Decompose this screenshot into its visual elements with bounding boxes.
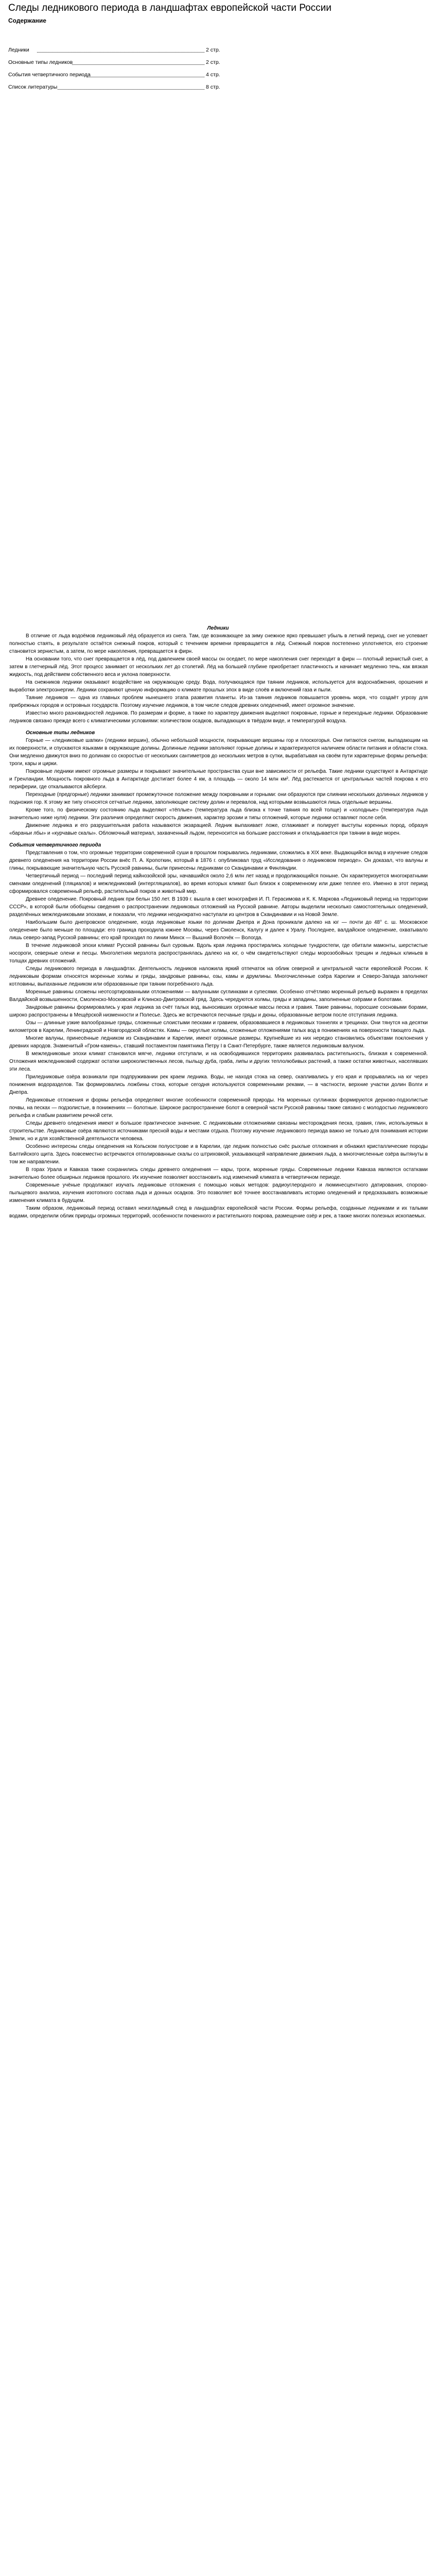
paragraph: Приледниковые озёра возникали при подпруживании рек краем ледника. Воды, не находя стока на север, скапливались у его края и прорывались на юг через понижения водоразделов. Так формировались ложбины стока, которые сегодня используются современными реками, — в частности, верхние участки долин Волги и Днепра. (9, 1074, 428, 1095)
toc-heading: Содержание (8, 17, 46, 24)
toc-item[interactable] (0, 57, 436, 69)
toc-dot-leader (72, 64, 204, 65)
paragraph: В горах Урала и Кавказа также сохранились следы древнего оледенения — кары, троги, моренные гряды. Современные ледники Кавказа являются остатками значительно более обширных ледников прошлого. Их изучение позволяет восстановить ход изменений климата в четвертичном периоде. (9, 1167, 428, 1180)
paragraph: Ледниковые отложения и формы рельефа определяют многие особенности современной природы. На моренных суглинках формируются дерново-подзолистые почвы, на песках — подзолистые, в понижениях — болотные. Широкое распространение болот в северной части Русской равнины также связано с молодостью ледникового рельефа и слабым развитием речной сети. (9, 1097, 428, 1118)
toc-item[interactable] (0, 81, 436, 94)
paragraph: Известно много разновидностей ледников. По размерам и форме, а также по характеру движения выделяют покровные, горные и переходные ледники. Образование ледников связано прежде всего с климатическими условиями: количеством осадков, выпадающих в твёрдом виде, и температурой воздуха. (9, 710, 428, 724)
toc-item-page: 2 стр. (206, 47, 220, 53)
paragraph: Древнее оледенение. Покровный ледник при бельн 150 лет. В 1939 г. вышла в свет монография И. П. Герасимова и К. К. Маркова «Ледниковый период на территории СССР», в которой были обобщены сведения о распространении ледниковых отложений на Русской равнине. Авторы выделили несколько самостоятельных оледенений, разделённых межледниковыми эпохами, и показали, что ледники неоднократно наступали из центров в Скандинавии и на Новой Земле. (9, 896, 428, 918)
section-heading: Основные типы ледников (26, 730, 95, 736)
toc-item-label[interactable]: Список литературы (8, 84, 58, 90)
paragraph: Особенно интересны следы оледенения на Кольском полуострове и в Карелии, где ледник полностью снёс рыхлые отложения и обнажил кристаллические породы Балтийского щита. Здесь повсеместно встречаются отполированные скалы со штриховкой, указывающей направление движения льда, а многочисленные озёра вытянуты в том же направлении. (9, 1144, 428, 1165)
toc-item-label[interactable]: События четвертичного периода (8, 72, 91, 78)
toc-item[interactable] (0, 69, 436, 81)
paragraph: Четвертичный период — последний период кайнозойской эры, начавшийся около 2,6 млн лет назад и продолжающийся поныне. Он характеризуется многократными сменами оледенений (гляциалов) и межледниковий (интергляциалов), во время которых климат был близок к современному или даже теплее его. Именно в этот период сформировался современный рельеф, растительный покров и животный мир. (9, 873, 428, 894)
paragraph: В межледниковые эпохи климат становился мягче, ледники отступали, и на освободившихся территориях развивалась растительность, близкая к современной. Отложения межледниковий содержат остатки широколиственных лесов, пыльцу дуба, граба, липы и других теплолюбивых растений, а также остатки животных, населявших эти леса. (9, 1051, 428, 1072)
toc-item-page: 2 стр. (206, 59, 220, 65)
paragraph: На основании того, что снег превращается в лёд, под давлением своей массы он оседает, по мере накопления снег переходит в фирн — плотный зернистый снег, а затем в глетчерный лёд. Этот процесс занимает от нескольких лет до столетий. Лёд на большей глубине приобретает пластичность и начинает медленно течь, как вязкая жидкость, под действием собственного веса и уклона поверхности. (9, 656, 428, 677)
paragraph: Моренные равнины сложены неотсортированными отложениями — валунными суглинками и супесями. Особенно отчётливо моренный рельеф выражен в пределах Валдайской возвышенности, Смоленско-Московской и Клинско-Дмитровской гряд. Здесь чередуются холмы, гряды и западины, заполненные озёрами и болотами. (9, 989, 428, 1003)
paragraph: Представления о том, что огромные территории современной суши в прошлом покрывались ледниками, сложились в XIX веке. Выдающийся вклад в изучение следов древнего оледенения на территории России внёс П. А. Кропоткин, который в 1876 г. опубликовал труд «Исследования о ледниковом периоде». Он доказал, что валуны и глины, покрывающие значительную часть Русской равнины, были принесены ледниками со Скандинавии и Финляндии. (9, 850, 428, 871)
paragraph: В течение ледниковой эпохи климат Русской равнины был суровым. Вдоль края ледника простирались холодные тундростепи, где обитали мамонты, шерстистые носороги, северные олени и песцы. Многолетняя мерзлота распространялась далеко на юг, о чём свидетельствуют следы морозобойных трещин и ледяных клиньев в толщах древних отложений. (9, 943, 428, 964)
page-title: Следы ледникового периода в ландшафтах европейской части России (8, 3, 332, 13)
document (0, 0, 436, 1220)
paragraph: Многие валуны, принесённые ледником из Скандинавии и Карелии, имеют огромные размеры. Крупнейшие из них нередко становились объектами поклонения у древних народов. Знаменитый «Гром-камень», ставший постаментом памятника Петру I в Санкт-Петербурге, также является ледниковым валуном. (9, 1036, 428, 1049)
toc-item-label[interactable]: Основные типы ледников (8, 59, 73, 65)
paragraph: Современные учёные продолжают изучать ледниковые отложения с помощью новых методов: радиоуглеродного и люминесцентного датирования, спорово-пыльцевого анализа, изучения изотопного состава льда и донных осадков. Это позволяет всё точнее восстанавливать историю оледенений и предсказывать возможные изменения климата в будущем. (9, 1182, 428, 1204)
section-quaternary-events (0, 841, 436, 1220)
toc-dot-leader (58, 89, 204, 90)
paragraph: Переходные (предгорные) ледники занимают промежуточное положение между покровными и горными: они образуются при слиянии нескольких долинных ледников у подножия гор. К этому же типу относятся сетчатые ледники, заполняющие систему долин и перевалов, над которыми возвышаются лишь отдельные вершины. (9, 792, 428, 805)
toc-item-page: 8 стр. (206, 84, 220, 90)
toc-item[interactable] (0, 44, 436, 57)
paragraph: Таяние ледников — одна из главных проблем нынешнего этапа развития планеты. Из-за таяния ледников повышается уровень моря, что создаёт угрозу для прибрежных городов и островных государств. Поэтому изучение ледников, в том числе следов древних оледенений, имеет огромное значение. (9, 695, 428, 708)
toc-dot-leader (37, 52, 204, 53)
paragraph: Зандровые равнины формировались у края ледника за счёт талых вод, выносивших огромные массы песка и гравия. Такие равнины, поросшие сосновыми борами, широко распространены в Мещёрской низменности и Полесье. Здесь же встречаются песчаные гряды и дюны, образованные ветром после отступания ледника. (9, 1005, 428, 1018)
paragraph: Кроме того, по физическому состоянию льда выделяют «тёплые» (температура льда близка к точке таяния по всей толще) и «холодные» (температура льда значительно ниже нуля) ледники. Эти различия определяют скорость движения, характер эрозии и типы отложений, которые ледники оставляют после себя. (9, 807, 428, 821)
paragraph: Наибольшим было днепровское оледенение, когда ледниковые языки по долинам Днепра и Дона проникали далеко на юг — почти до 48° с. ш. Московское оледенение было меньше по площади: его граница проходила южнее Москвы, через Смоленск, Калугу и далее к Уралу. Последнее, валдайское оледенение, охватывало лишь северо-запад Русской равнины; его край проходил по линии Минск — Вышний Волочёк — Вологда. (9, 920, 428, 941)
paragraph: В отличие от льда водоёмов ледниковый лёд образуется из снега. Там, где возникающее за зиму снежное ярко превышает убыль в летний период, снег не успевает полностью стаять, в результате остаётся снежный покров, который с течением времени превращается в лёд. Снежный покров постепенно уплотняется, его строение становится зернистым, а затем, по мере накопления, превращается в фирн. (9, 633, 428, 654)
paragraph: Таким образом, ледниковый период оставил неизгладимый след в ландшафтах европейской части России. Формы рельефа, созданные ледниками и их талыми водами, определили облик природы огромных территорий, особенности почвенного и растительного покрова, размещение озёр и рек, а также многих полезных ископаемых. (9, 1206, 428, 1219)
toc-item-label[interactable]: Ледники (8, 47, 29, 53)
paragraph: Озы — длинные узкие валообразные гряды, сложенные слоистыми песками и гравием, образовавшиеся в ледниковых тоннелях и трещинах. Они тянутся на десятки километров в Карелии, Ленинградской и Новгородской областях. Камы — округлые холмы, сложенные отложениями талых вод в понижениях на поверхности тающего льда. (9, 1020, 428, 1033)
paragraph: Движение ледника и его разрушительная работа называются экзарацией. Ледник выпахивает ложе, сглаживает и полирует выступы коренных пород, образуя «бараньи лбы» и «курчавые скалы». Обломочный материал, захваченный льдом, переносится на большие расстояния и откладывается при таянии в виде морен. (9, 823, 428, 836)
paragraph: На снежников ледники оказывают воздействие на окружающую среду. Вода, получающаяся при таянии ледников, используется для водоснабжения, орошения и выработки электроэнергии. Ледники сохраняют ценную информацию о климате прошлых эпох в виде слоёв и включений газа и пыли. (9, 680, 428, 693)
section-glaciers (0, 624, 436, 725)
section-heading: События четвертичного периода (9, 842, 101, 848)
paragraph: Покровные ледники имеют огромные размеры и покрывают значительные пространства суши вне зависимости от рельефа. Такие ледники существуют в Антарктиде и Гренландии. Мощность покровного льда в Антарктиде достигает более 4 км, а площадь — около 14 млн км². Лёд растекается от центральных частей покрова к его периферии, где откалываются айсберги. (9, 769, 428, 790)
paragraph: Следы ледникового периода в ландшафтах. Деятельность ледников наложила яркий отпечаток на облик северной и центральной части европейской России. К ледниковым формам относятся моренные холмы и гряды, зандровые равнины, озы, камы и друмлины. Многочисленные озёра Карелии и Северо-Запада заполняют котловины, выпаханные ледником или образованные при таянии погребённого льда. (9, 966, 428, 987)
paragraph: Следы древнего оледенения имеют и большое практическое значение. С ледниковыми отложениями связаны месторождения песка, гравия, глин, используемых в строительстве. Ледниковые озёра являются источниками пресной воды и местами отдыха. Поэтому изучение ледникового периода важно не только для понимания истории Земли, но и для хозяйственной деятельности человека. (9, 1121, 428, 1142)
paragraph: Горные — «ледниковые шапки» (ледники вершин), обычно небольшой мощности, покрывающие вершины гор и плоскогорья. Они питаются снегом, выпадающим на их поверхности, и спускаются языками в окружающие долины. Долинные ледники заполняют горные долины и характеризуются наличием области питания и области стока. Они медленно движутся вниз по долинам со скоростью от нескольких сантиметров до нескольких метров в сутки, вырабатывая на своём пути характерные формы рельефа: троги, кары и цирки. (9, 738, 428, 767)
section-glacier-types (0, 729, 436, 837)
toc-item-page: 4 стр. (206, 72, 220, 78)
section-heading: Ледники (207, 625, 229, 631)
table-of-contents (0, 44, 436, 94)
